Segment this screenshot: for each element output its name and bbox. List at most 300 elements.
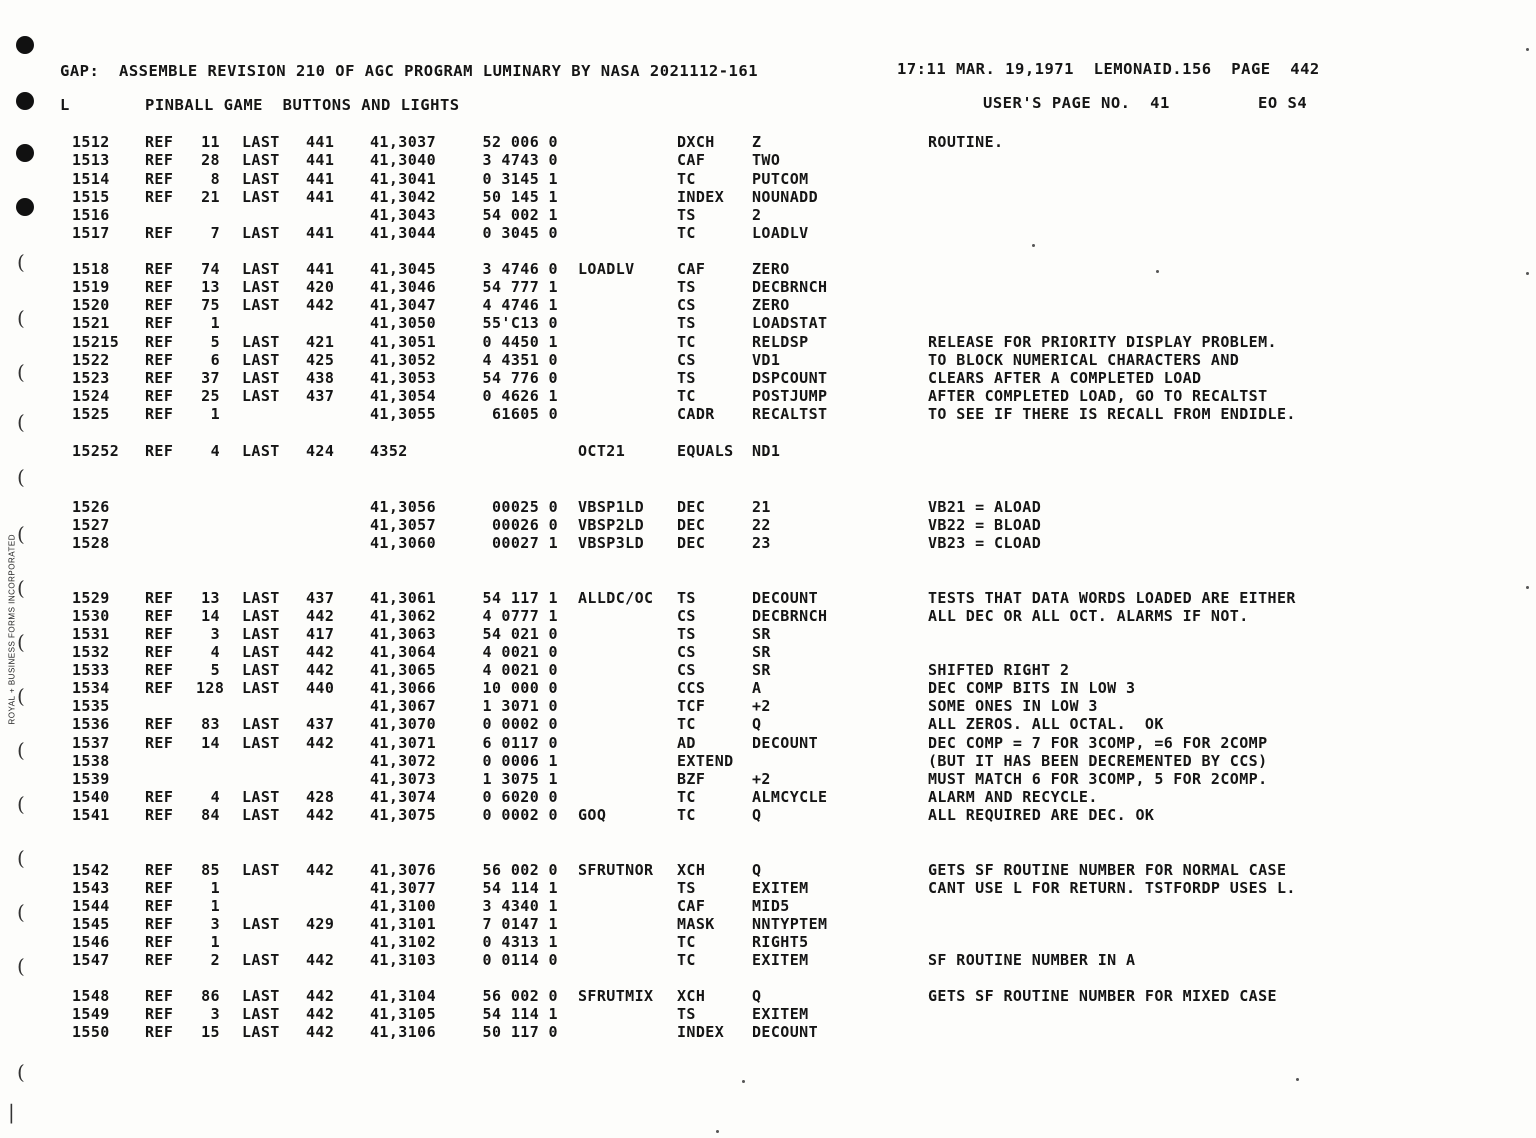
listing-row bbox=[0, 715, 1536, 733]
address: 41,3071 bbox=[370, 734, 437, 752]
ref-keyword: REF bbox=[145, 260, 174, 278]
comment: TO BLOCK NUMERICAL CHARACTERS AND bbox=[928, 351, 1240, 369]
margin-mark: ( bbox=[17, 630, 25, 654]
ref-keyword: REF bbox=[145, 151, 174, 169]
line-number: 1516 bbox=[72, 206, 110, 224]
line-number: 1539 bbox=[72, 770, 110, 788]
listing-row bbox=[0, 369, 1536, 387]
listing-row bbox=[0, 206, 1536, 224]
last-keyword: LAST bbox=[242, 151, 280, 169]
listing-row bbox=[0, 351, 1536, 369]
octal-code: 4 0021 0 bbox=[482, 643, 558, 661]
octal-code: 00025 0 bbox=[491, 498, 558, 516]
comment: AFTER COMPLETED LOAD, GO TO RECALTST bbox=[928, 387, 1268, 405]
address: 41,3063 bbox=[370, 625, 437, 643]
ref-count: 3 bbox=[210, 1005, 220, 1023]
ref-keyword: REF bbox=[145, 607, 174, 625]
operand: RECALTST bbox=[752, 405, 828, 423]
last-page: 417 bbox=[306, 625, 335, 643]
listing-row bbox=[0, 607, 1536, 625]
octal-code: 54 114 1 bbox=[482, 879, 558, 897]
octal-code: 54 021 0 bbox=[482, 625, 558, 643]
line-number: 1541 bbox=[72, 806, 110, 824]
line-number: 1528 bbox=[72, 534, 110, 552]
operand: DECOUNT bbox=[752, 1023, 819, 1041]
margin-mark: ( bbox=[17, 410, 25, 434]
line-number: 1533 bbox=[72, 661, 110, 679]
octal-code: 52 006 0 bbox=[482, 133, 558, 151]
last-page: 441 bbox=[306, 170, 335, 188]
listing-row bbox=[0, 260, 1536, 278]
listing-row bbox=[0, 933, 1536, 951]
octal-code: 3 4743 0 bbox=[482, 151, 558, 169]
ref-keyword: REF bbox=[145, 806, 174, 824]
listing-row bbox=[0, 770, 1536, 788]
last-keyword: LAST bbox=[242, 679, 280, 697]
operand: 2 bbox=[752, 206, 762, 224]
ref-keyword: REF bbox=[145, 387, 174, 405]
ref-count: 25 bbox=[201, 387, 220, 405]
operand: NNTYPTEM bbox=[752, 915, 828, 933]
octal-code: 1 3075 1 bbox=[482, 770, 558, 788]
ref-keyword: REF bbox=[145, 351, 174, 369]
comment: VB23 = CLOAD bbox=[928, 534, 1042, 552]
ref-keyword: REF bbox=[145, 405, 174, 423]
feed-hole bbox=[16, 92, 34, 110]
listing-row bbox=[0, 1023, 1536, 1041]
last-keyword: LAST bbox=[242, 188, 280, 206]
line-number: 1549 bbox=[72, 1005, 110, 1023]
address: 41,3053 bbox=[370, 369, 437, 387]
operand: DSPCOUNT bbox=[752, 369, 828, 387]
line-number: 1521 bbox=[72, 314, 110, 332]
operand: DECOUNT bbox=[752, 589, 819, 607]
line-number: 1543 bbox=[72, 879, 110, 897]
comment: VB21 = ALOAD bbox=[928, 498, 1042, 516]
operand: EXITEM bbox=[752, 1005, 809, 1023]
line-number: 1522 bbox=[72, 351, 110, 369]
listing-row bbox=[0, 170, 1536, 188]
last-page: 442 bbox=[306, 296, 335, 314]
octal-code: 56 002 0 bbox=[482, 987, 558, 1005]
octal-code: 1 3071 0 bbox=[482, 697, 558, 715]
margin-mark: ( bbox=[17, 792, 25, 816]
line-number: 1531 bbox=[72, 625, 110, 643]
listing-row bbox=[0, 788, 1536, 806]
last-page: 442 bbox=[306, 987, 335, 1005]
address: 41,3044 bbox=[370, 224, 437, 242]
address: 41,3042 bbox=[370, 188, 437, 206]
line-number: 1515 bbox=[72, 188, 110, 206]
opcode: DEC bbox=[677, 498, 706, 516]
opcode: TS bbox=[677, 278, 696, 296]
line-number: 1514 bbox=[72, 170, 110, 188]
ref-count: 3 bbox=[210, 625, 220, 643]
ref-count: 1 bbox=[210, 405, 220, 423]
margin-mark: ( bbox=[17, 738, 25, 762]
ref-count: 1 bbox=[210, 933, 220, 951]
line-number: 1532 bbox=[72, 643, 110, 661]
comment: ALL DEC OR ALL OCT. ALARMS IF NOT. bbox=[928, 607, 1249, 625]
address: 41,3040 bbox=[370, 151, 437, 169]
comment: SF ROUTINE NUMBER IN A bbox=[928, 951, 1136, 969]
last-page: 440 bbox=[306, 679, 335, 697]
last-keyword: LAST bbox=[242, 351, 280, 369]
listing-row bbox=[0, 333, 1536, 351]
last-page: 437 bbox=[306, 589, 335, 607]
opcode: TC bbox=[677, 933, 696, 951]
ref-keyword: REF bbox=[145, 1005, 174, 1023]
ref-keyword: REF bbox=[145, 278, 174, 296]
label: VBSP1LD bbox=[578, 498, 645, 516]
address: 41,3075 bbox=[370, 806, 437, 824]
operand: POSTJUMP bbox=[752, 387, 828, 405]
comment: ALL REQUIRED ARE DEC. OK bbox=[928, 806, 1155, 824]
opcode: CS bbox=[677, 607, 696, 625]
address: 41,3074 bbox=[370, 788, 437, 806]
listing-row bbox=[0, 643, 1536, 661]
ref-count: 1 bbox=[210, 314, 220, 332]
opcode: TS bbox=[677, 206, 696, 224]
last-keyword: LAST bbox=[242, 915, 280, 933]
last-keyword: LAST bbox=[242, 133, 280, 151]
listing-row bbox=[0, 625, 1536, 643]
comment: ALARM AND RECYCLE. bbox=[928, 788, 1098, 806]
ref-count: 6 bbox=[210, 351, 220, 369]
operand: LOADSTAT bbox=[752, 314, 828, 332]
margin-mark: ( bbox=[17, 684, 25, 708]
feed-hole bbox=[16, 36, 34, 54]
margin-mark: ( bbox=[17, 522, 25, 546]
address: 41,3101 bbox=[370, 915, 437, 933]
octal-code: 54 776 0 bbox=[482, 369, 558, 387]
ref-count: 74 bbox=[201, 260, 220, 278]
octal-code: 0 0114 0 bbox=[482, 951, 558, 969]
last-page: 438 bbox=[306, 369, 335, 387]
last-page: 442 bbox=[306, 1023, 335, 1041]
ref-count: 2 bbox=[210, 951, 220, 969]
line-number: 1540 bbox=[72, 788, 110, 806]
ref-keyword: REF bbox=[145, 661, 174, 679]
ref-count: 86 bbox=[201, 987, 220, 1005]
ref-count: 5 bbox=[210, 661, 220, 679]
comment: SHIFTED RIGHT 2 bbox=[928, 661, 1070, 679]
operand: DECBRNCH bbox=[752, 278, 828, 296]
ref-keyword: REF bbox=[145, 715, 174, 733]
operand: 23 bbox=[752, 534, 771, 552]
octal-code: 50 117 0 bbox=[482, 1023, 558, 1041]
line-number: 1545 bbox=[72, 915, 110, 933]
last-keyword: LAST bbox=[242, 625, 280, 643]
speck bbox=[742, 1080, 745, 1083]
label: LOADLV bbox=[578, 260, 635, 278]
address: 41,3037 bbox=[370, 133, 437, 151]
line-number: 1538 bbox=[72, 752, 110, 770]
address: 41,3067 bbox=[370, 697, 437, 715]
opcode: TC bbox=[677, 224, 696, 242]
header-marker: L bbox=[60, 96, 70, 114]
ref-count: 15 bbox=[201, 1023, 220, 1041]
listing-row bbox=[0, 278, 1536, 296]
ref-keyword: REF bbox=[145, 1023, 174, 1041]
margin-mark: | bbox=[8, 1100, 15, 1124]
margin-mark: ( bbox=[17, 576, 25, 600]
operand: TWO bbox=[752, 151, 781, 169]
line-number: 1520 bbox=[72, 296, 110, 314]
line-number: 1518 bbox=[72, 260, 110, 278]
ref-keyword: REF bbox=[145, 224, 174, 242]
ref-count: 37 bbox=[201, 369, 220, 387]
opcode: BZF bbox=[677, 770, 706, 788]
address: 41,3047 bbox=[370, 296, 437, 314]
address: 41,3057 bbox=[370, 516, 437, 534]
operand: NOUNADD bbox=[752, 188, 819, 206]
ref-count: 7 bbox=[210, 224, 220, 242]
operand: ZERO bbox=[752, 296, 790, 314]
ref-keyword: REF bbox=[145, 589, 174, 607]
operand: 22 bbox=[752, 516, 771, 534]
ref-keyword: REF bbox=[145, 861, 174, 879]
ref-count: 11 bbox=[201, 133, 220, 151]
listing-row bbox=[0, 133, 1536, 151]
line-number: 1548 bbox=[72, 987, 110, 1005]
opcode: TC bbox=[677, 806, 696, 824]
margin-mark: ( bbox=[17, 1060, 25, 1084]
last-page: 429 bbox=[306, 915, 335, 933]
ref-keyword: REF bbox=[145, 679, 174, 697]
label: OCT21 bbox=[578, 442, 626, 460]
ref-count: 5 bbox=[210, 333, 220, 351]
speck bbox=[1032, 244, 1035, 247]
comment: (BUT IT HAS BEEN DECREMENTED BY CCS) bbox=[928, 752, 1268, 770]
line-number: 1537 bbox=[72, 734, 110, 752]
last-keyword: LAST bbox=[242, 607, 280, 625]
line-number: 1547 bbox=[72, 951, 110, 969]
ref-count: 14 bbox=[201, 734, 220, 752]
opcode: CAF bbox=[677, 260, 706, 278]
address: 41,3077 bbox=[370, 879, 437, 897]
opcode: TS bbox=[677, 369, 696, 387]
ref-count: 4 bbox=[210, 643, 220, 661]
ref-count: 84 bbox=[201, 806, 220, 824]
address: 41,3051 bbox=[370, 333, 437, 351]
last-keyword: LAST bbox=[242, 170, 280, 188]
opcode: CS bbox=[677, 296, 696, 314]
operand: ND1 bbox=[752, 442, 781, 460]
comment: SOME ONES IN LOW 3 bbox=[928, 697, 1098, 715]
opcode: EXTEND bbox=[677, 752, 734, 770]
operand: RIGHT5 bbox=[752, 933, 809, 951]
address: 41,3106 bbox=[370, 1023, 437, 1041]
last-page: 442 bbox=[306, 1005, 335, 1023]
line-number: 1524 bbox=[72, 387, 110, 405]
operand: SR bbox=[752, 661, 771, 679]
octal-code: 10 000 0 bbox=[482, 679, 558, 697]
ref-keyword: REF bbox=[145, 442, 174, 460]
label: GOQ bbox=[578, 806, 607, 824]
octal-code: 54 117 1 bbox=[482, 589, 558, 607]
last-page: 441 bbox=[306, 133, 335, 151]
opcode: DEC bbox=[677, 534, 706, 552]
margin-mark: ( bbox=[17, 846, 25, 870]
last-keyword: LAST bbox=[242, 442, 280, 460]
operand: DECOUNT bbox=[752, 734, 819, 752]
opcode: TC bbox=[677, 333, 696, 351]
octal-code: 0 0006 1 bbox=[482, 752, 558, 770]
last-page: 441 bbox=[306, 260, 335, 278]
last-keyword: LAST bbox=[242, 296, 280, 314]
listing-row bbox=[0, 224, 1536, 242]
last-page: 442 bbox=[306, 643, 335, 661]
operand: +2 bbox=[752, 697, 771, 715]
line-number: 1542 bbox=[72, 861, 110, 879]
comment: RELEASE FOR PRIORITY DISPLAY PROBLEM. bbox=[928, 333, 1277, 351]
line-number: 1535 bbox=[72, 697, 110, 715]
octal-code: 61605 0 bbox=[491, 405, 558, 423]
octal-code: 56 002 0 bbox=[482, 861, 558, 879]
octal-code: 3 4746 0 bbox=[482, 260, 558, 278]
operand: EXITEM bbox=[752, 951, 809, 969]
opcode: MASK bbox=[677, 915, 715, 933]
opcode: CCS bbox=[677, 679, 706, 697]
opcode: AD bbox=[677, 734, 696, 752]
listing-row bbox=[0, 387, 1536, 405]
octal-code: 3 4340 1 bbox=[482, 897, 558, 915]
line-number: 1517 bbox=[72, 224, 110, 242]
line-number: 1525 bbox=[72, 405, 110, 423]
ref-keyword: REF bbox=[145, 643, 174, 661]
ref-keyword: REF bbox=[145, 915, 174, 933]
comment: MUST MATCH 6 FOR 3COMP, 5 FOR 2COMP. bbox=[928, 770, 1268, 788]
line-number: 1529 bbox=[72, 589, 110, 607]
opcode: XCH bbox=[677, 861, 706, 879]
listing-row bbox=[0, 861, 1536, 879]
ref-count: 21 bbox=[201, 188, 220, 206]
ref-count: 13 bbox=[201, 589, 220, 607]
ref-keyword: REF bbox=[145, 951, 174, 969]
ref-keyword: REF bbox=[145, 734, 174, 752]
ref-keyword: REF bbox=[145, 625, 174, 643]
listing-row bbox=[0, 915, 1536, 933]
last-keyword: LAST bbox=[242, 1005, 280, 1023]
address: 41,3073 bbox=[370, 770, 437, 788]
label: SFRUTMIX bbox=[578, 987, 654, 1005]
last-keyword: LAST bbox=[242, 369, 280, 387]
last-keyword: LAST bbox=[242, 278, 280, 296]
octal-code: 4 0777 1 bbox=[482, 607, 558, 625]
listing-row bbox=[0, 734, 1536, 752]
listing-row bbox=[0, 296, 1536, 314]
operand: LOADLV bbox=[752, 224, 809, 242]
opcode: INDEX bbox=[677, 1023, 725, 1041]
opcode: TS bbox=[677, 625, 696, 643]
operand: Q bbox=[752, 806, 762, 824]
last-keyword: LAST bbox=[242, 387, 280, 405]
comment: DEC COMP BITS IN LOW 3 bbox=[928, 679, 1136, 697]
octal-code: 0 3145 1 bbox=[482, 170, 558, 188]
line-number: 1526 bbox=[72, 498, 110, 516]
address: 4352 bbox=[370, 442, 408, 460]
address: 41,3054 bbox=[370, 387, 437, 405]
line-number: 1530 bbox=[72, 607, 110, 625]
line-number: 1519 bbox=[72, 278, 110, 296]
listing-row bbox=[0, 151, 1536, 169]
ref-count: 83 bbox=[201, 715, 220, 733]
ref-count: 4 bbox=[210, 442, 220, 460]
ref-count: 13 bbox=[201, 278, 220, 296]
listing-row bbox=[0, 188, 1536, 206]
comment: TESTS THAT DATA WORDS LOADED ARE EITHER bbox=[928, 589, 1296, 607]
address: 41,3066 bbox=[370, 679, 437, 697]
opcode: XCH bbox=[677, 987, 706, 1005]
operand: PUTCOM bbox=[752, 170, 809, 188]
operand: Q bbox=[752, 861, 762, 879]
speck bbox=[716, 1130, 719, 1133]
octal-code: 50 145 1 bbox=[482, 188, 558, 206]
listing-row bbox=[0, 314, 1536, 332]
ref-count: 75 bbox=[201, 296, 220, 314]
listing-row bbox=[0, 752, 1536, 770]
opcode: CAF bbox=[677, 151, 706, 169]
octal-code: 54 777 1 bbox=[482, 278, 558, 296]
ref-keyword: REF bbox=[145, 933, 174, 951]
opcode: CADR bbox=[677, 405, 715, 423]
address: 41,3061 bbox=[370, 589, 437, 607]
last-keyword: LAST bbox=[242, 951, 280, 969]
address: 41,3055 bbox=[370, 405, 437, 423]
operand: EXITEM bbox=[752, 879, 809, 897]
line-number: 1513 bbox=[72, 151, 110, 169]
ref-keyword: REF bbox=[145, 369, 174, 387]
opcode: TS bbox=[677, 314, 696, 332]
ref-keyword: REF bbox=[145, 133, 174, 151]
margin-mark: ( bbox=[17, 954, 25, 978]
last-keyword: LAST bbox=[242, 260, 280, 278]
label: VBSP3LD bbox=[578, 534, 645, 552]
octal-code: 0 4313 1 bbox=[482, 933, 558, 951]
listing-row bbox=[0, 697, 1536, 715]
comment: TO SEE IF THERE IS RECALL FROM ENDIDLE. bbox=[928, 405, 1296, 423]
header-line-left: GAP: ASSEMBLE REVISION 210 OF AGC PROGRAM LUMINARY BY NASA 2021112-161 bbox=[60, 62, 759, 80]
address: 41,3065 bbox=[370, 661, 437, 679]
opcode: TC bbox=[677, 715, 696, 733]
ref-count: 8 bbox=[210, 170, 220, 188]
address: 41,3050 bbox=[370, 314, 437, 332]
last-page: 442 bbox=[306, 806, 335, 824]
address: 41,3064 bbox=[370, 643, 437, 661]
ref-count: 1 bbox=[210, 897, 220, 915]
ref-keyword: REF bbox=[145, 314, 174, 332]
octal-code: 55'C13 0 bbox=[482, 314, 558, 332]
operand: MID5 bbox=[752, 897, 790, 915]
octal-code: 6 0117 0 bbox=[482, 734, 558, 752]
opcode: EQUALS bbox=[677, 442, 734, 460]
section-code: EO S4 bbox=[1258, 94, 1308, 112]
ref-keyword: REF bbox=[145, 987, 174, 1005]
octal-code: 0 3045 0 bbox=[482, 224, 558, 242]
label: ALLDC/OC bbox=[578, 589, 654, 607]
address: 41,3052 bbox=[370, 351, 437, 369]
listing-row bbox=[0, 589, 1536, 607]
line-number: 1512 bbox=[72, 133, 110, 151]
speck bbox=[1526, 48, 1529, 51]
opcode: TCF bbox=[677, 697, 706, 715]
address: 41,3076 bbox=[370, 861, 437, 879]
address: 41,3045 bbox=[370, 260, 437, 278]
address: 41,3100 bbox=[370, 897, 437, 915]
line-number: 1534 bbox=[72, 679, 110, 697]
listing-row bbox=[0, 806, 1536, 824]
